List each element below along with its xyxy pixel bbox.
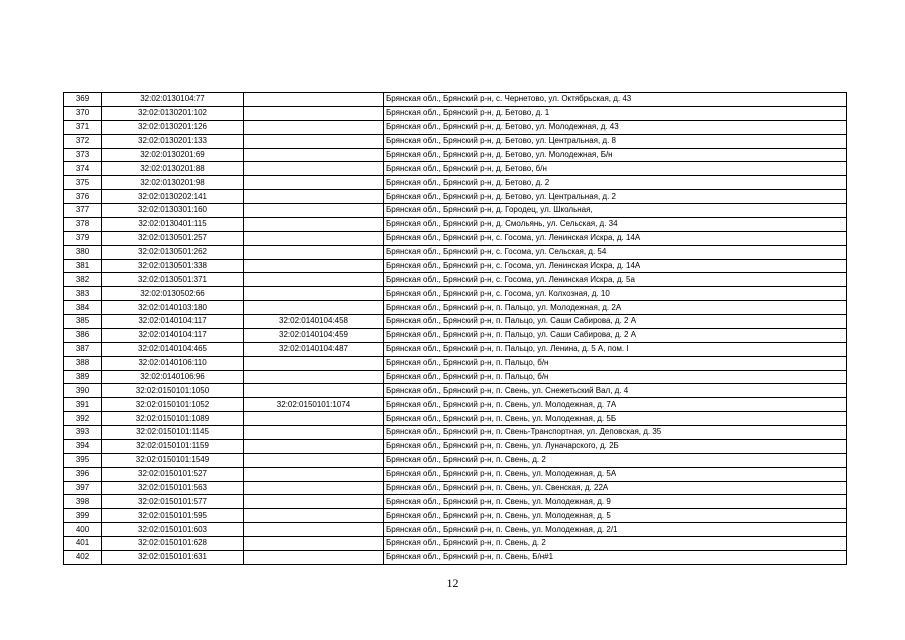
address-cell: Брянская обл., Брянский р-н, п. Пальцо, ул. Молодежная, д. 2А — [384, 301, 847, 315]
row-number-cell: 371 — [64, 120, 102, 134]
related-cadastral-number-cell — [244, 495, 384, 509]
cadastral-number-cell: 32:02:0140106:96 — [102, 370, 244, 384]
row-number-cell: 396 — [64, 467, 102, 481]
table-row — [64, 370, 847, 384]
table-row — [64, 273, 847, 287]
cadastral-number-cell: 32:02:0130201:126 — [102, 120, 244, 134]
row-number-cell: 390 — [64, 384, 102, 398]
address-cell: Брянская обл., Брянский р-н, п. Свень, ул. Молодежная, д. 5А — [384, 467, 847, 481]
cadastral-number-cell: 32:02:0150101:631 — [102, 550, 244, 564]
cadastral-number-cell: 32:02:0150101:1159 — [102, 439, 244, 453]
related-cadastral-number-cell — [244, 384, 384, 398]
row-number-cell: 398 — [64, 495, 102, 509]
document-page — [63, 92, 846, 565]
table-row — [64, 439, 847, 453]
cadastral-number-cell: 32:02:0130201:98 — [102, 176, 244, 190]
row-number-cell: 395 — [64, 453, 102, 467]
related-cadastral-number-cell — [244, 467, 384, 481]
cadastral-number-cell: 32:02:0130501:257 — [102, 231, 244, 245]
address-cell: Брянская обл., Брянский р-н, д. Бетово, б/н — [384, 162, 847, 176]
address-cell: Брянская обл., Брянский р-н, п. Свень, д. 2 — [384, 453, 847, 467]
table-row — [64, 509, 847, 523]
address-cell: Брянская обл., Брянский р-н, п. Пальцо, ул. Ленина, д. 5 А, пом. I — [384, 342, 847, 356]
related-cadastral-number-cell — [244, 204, 384, 218]
table-row — [64, 190, 847, 204]
row-number-cell: 384 — [64, 301, 102, 315]
cadastral-number-cell: 32:02:0140104:117 — [102, 328, 244, 342]
cadastral-number-cell: 32:02:0150101:1145 — [102, 426, 244, 440]
property-registry-table — [63, 92, 847, 565]
table-row — [64, 106, 847, 120]
table-row — [64, 467, 847, 481]
related-cadastral-number-cell — [244, 134, 384, 148]
cadastral-number-cell: 32:02:0140106:110 — [102, 356, 244, 370]
table-row — [64, 550, 847, 564]
row-number-cell: 393 — [64, 426, 102, 440]
address-cell: Брянская обл., Брянский р-н, п. Свень, ул. Снежетьский Вал, д. 4 — [384, 384, 847, 398]
cadastral-number-cell: 32:02:0130201:133 — [102, 134, 244, 148]
row-number-cell: 388 — [64, 356, 102, 370]
address-cell: Брянская обл., Брянский р-н, п. Свень, д. 2 — [384, 537, 847, 551]
cadastral-number-cell: 32:02:0150101:577 — [102, 495, 244, 509]
address-cell: Брянская обл., Брянский р-н, с. Госома, ул. Ленинская Искра, д. 5а — [384, 273, 847, 287]
row-number-cell: 399 — [64, 509, 102, 523]
cadastral-number-cell: 32:02:0130501:262 — [102, 245, 244, 259]
table-row — [64, 328, 847, 342]
address-cell: Брянская обл., Брянский р-н, п. Свень, ул. Молодежная, д. 5Б — [384, 412, 847, 426]
row-number-cell: 378 — [64, 217, 102, 231]
related-cadastral-number-cell: 32:02:0150101:1074 — [244, 398, 384, 412]
related-cadastral-number-cell: 32:02:0140104:458 — [244, 315, 384, 329]
cadastral-number-cell: 32:02:0140104:465 — [102, 342, 244, 356]
related-cadastral-number-cell — [244, 426, 384, 440]
address-cell: Брянская обл., Брянский р-н, п. Свень, ул. Молодежная, д. 2/1 — [384, 523, 847, 537]
row-number-cell: 387 — [64, 342, 102, 356]
table-row — [64, 176, 847, 190]
row-number-cell: 369 — [64, 93, 102, 107]
related-cadastral-number-cell — [244, 439, 384, 453]
related-cadastral-number-cell — [244, 231, 384, 245]
cadastral-number-cell: 32:02:0130401:115 — [102, 217, 244, 231]
cadastral-number-cell: 32:02:0130201:88 — [102, 162, 244, 176]
registry-table-body — [64, 93, 847, 565]
cadastral-number-cell: 32:02:0150101:595 — [102, 509, 244, 523]
table-row — [64, 426, 847, 440]
address-cell: Брянская обл., Брянский р-н, п. Свень, ул. Молодежная, д. 5 — [384, 509, 847, 523]
table-row — [64, 453, 847, 467]
address-cell: Брянская обл., Брянский р-н, с. Госома, ул. Ленинская Искра, д. 14А — [384, 259, 847, 273]
table-row — [64, 412, 847, 426]
cadastral-number-cell: 32:02:0130104:77 — [102, 93, 244, 107]
row-number-cell: 386 — [64, 328, 102, 342]
table-row — [64, 301, 847, 315]
related-cadastral-number-cell: 32:02:0140104:487 — [244, 342, 384, 356]
row-number-cell: 385 — [64, 315, 102, 329]
related-cadastral-number-cell — [244, 148, 384, 162]
cadastral-number-cell: 32:02:0150101:603 — [102, 523, 244, 537]
cadastral-number-cell: 32:02:0140103:180 — [102, 301, 244, 315]
address-cell: Брянская обл., Брянский р-н, п. Свень, ул. Луначарского, д. 2Б — [384, 439, 847, 453]
address-cell: Брянская обл., Брянский р-н, д. Бетово, ул. Центральная, д. 8 — [384, 134, 847, 148]
address-cell: Брянская обл., Брянский р-н, с. Чернетово, ул. Октябрьская, д. 43 — [384, 93, 847, 107]
row-number-cell: 400 — [64, 523, 102, 537]
address-cell: Брянская обл., Брянский р-н, д. Бетово, ул. Молодежная, Б/н — [384, 148, 847, 162]
address-cell: Брянская обл., Брянский р-н, с. Госома, ул. Колхозная, д. 10 — [384, 287, 847, 301]
table-row — [64, 495, 847, 509]
address-cell: Брянская обл., Брянский р-н, п. Свень-Транспортная, ул. Деповская, д. 35 — [384, 426, 847, 440]
address-cell: Брянская обл., Брянский р-н, п. Свень, Б/н#1 — [384, 550, 847, 564]
row-number-cell: 370 — [64, 106, 102, 120]
address-cell: Брянская обл., Брянский р-н, с. Госома, ул. Сельская, д. 54 — [384, 245, 847, 259]
table-row — [64, 134, 847, 148]
address-cell: Брянская обл., Брянский р-н, с. Госома, ул. Ленинская Искра, д. 14А — [384, 231, 847, 245]
page-number: 12 — [446, 576, 459, 590]
address-cell: Брянская обл., Брянский р-н, д. Городец, ул. Школьная, — [384, 204, 847, 218]
row-number-cell: 383 — [64, 287, 102, 301]
related-cadastral-number-cell — [244, 370, 384, 384]
related-cadastral-number-cell — [244, 523, 384, 537]
row-number-cell: 401 — [64, 537, 102, 551]
table-row — [64, 259, 847, 273]
cadastral-number-cell: 32:02:0130201:69 — [102, 148, 244, 162]
address-cell: Брянская обл., Брянский р-н, д. Смольянь, ул. Сельская, д. 34 — [384, 217, 847, 231]
related-cadastral-number-cell — [244, 176, 384, 190]
table-row — [64, 537, 847, 551]
table-row — [64, 245, 847, 259]
related-cadastral-number-cell — [244, 273, 384, 287]
row-number-cell: 380 — [64, 245, 102, 259]
row-number-cell: 397 — [64, 481, 102, 495]
cadastral-number-cell: 32:02:0150101:527 — [102, 467, 244, 481]
table-row — [64, 93, 847, 107]
related-cadastral-number-cell — [244, 412, 384, 426]
related-cadastral-number-cell: 32:02:0140104:459 — [244, 328, 384, 342]
row-number-cell: 402 — [64, 550, 102, 564]
table-row — [64, 217, 847, 231]
related-cadastral-number-cell — [244, 356, 384, 370]
row-number-cell: 375 — [64, 176, 102, 190]
cadastral-number-cell: 32:02:0130301:160 — [102, 204, 244, 218]
address-cell: Брянская обл., Брянский р-н, п. Пальцо, ул. Саши Сабирова, д. 2 А — [384, 328, 847, 342]
cadastral-number-cell: 32:02:0150101:628 — [102, 537, 244, 551]
address-cell: Брянская обл., Брянский р-н, п. Свень, ул. Свенская, д. 22А — [384, 481, 847, 495]
related-cadastral-number-cell — [244, 509, 384, 523]
related-cadastral-number-cell — [244, 259, 384, 273]
row-number-cell: 381 — [64, 259, 102, 273]
cadastral-number-cell: 32:02:0130501:371 — [102, 273, 244, 287]
table-row — [64, 384, 847, 398]
table-row — [64, 315, 847, 329]
row-number-cell: 391 — [64, 398, 102, 412]
cadastral-number-cell: 32:02:0130201:102 — [102, 106, 244, 120]
table-row — [64, 148, 847, 162]
table-row — [64, 398, 847, 412]
related-cadastral-number-cell — [244, 550, 384, 564]
address-cell: Брянская обл., Брянский р-н, д. Бетово, д. 2 — [384, 176, 847, 190]
row-number-cell: 389 — [64, 370, 102, 384]
table-row — [64, 287, 847, 301]
cadastral-number-cell: 32:02:0130501:338 — [102, 259, 244, 273]
address-cell: Брянская обл., Брянский р-н, п. Свень, ул. Молодежная, д. 7А — [384, 398, 847, 412]
table-row — [64, 342, 847, 356]
address-cell: Брянская обл., Брянский р-н, п. Пальцо, б/н — [384, 370, 847, 384]
related-cadastral-number-cell — [244, 106, 384, 120]
row-number-cell: 373 — [64, 148, 102, 162]
related-cadastral-number-cell — [244, 120, 384, 134]
related-cadastral-number-cell — [244, 537, 384, 551]
related-cadastral-number-cell — [244, 162, 384, 176]
cadastral-number-cell: 32:02:0150101:1052 — [102, 398, 244, 412]
related-cadastral-number-cell — [244, 190, 384, 204]
table-row — [64, 523, 847, 537]
table-row — [64, 162, 847, 176]
row-number-cell: 374 — [64, 162, 102, 176]
row-number-cell: 379 — [64, 231, 102, 245]
row-number-cell: 372 — [64, 134, 102, 148]
address-cell: Брянская обл., Брянский р-н, д. Бетово, ул. Центральная, д. 2 — [384, 190, 847, 204]
cadastral-number-cell: 32:02:0130502:66 — [102, 287, 244, 301]
cadastral-number-cell: 32:02:0130202:141 — [102, 190, 244, 204]
address-cell: Брянская обл., Брянский р-н, п. Свень, ул. Молодежная, д. 9 — [384, 495, 847, 509]
table-row — [64, 204, 847, 218]
table-row — [64, 356, 847, 370]
related-cadastral-number-cell — [244, 453, 384, 467]
related-cadastral-number-cell — [244, 93, 384, 107]
table-row — [64, 231, 847, 245]
row-number-cell: 382 — [64, 273, 102, 287]
row-number-cell: 392 — [64, 412, 102, 426]
row-number-cell: 394 — [64, 439, 102, 453]
cadastral-number-cell: 32:02:0150101:1089 — [102, 412, 244, 426]
cadastral-number-cell: 32:02:0140104:117 — [102, 315, 244, 329]
table-row — [64, 481, 847, 495]
cadastral-number-cell: 32:02:0150101:1549 — [102, 453, 244, 467]
related-cadastral-number-cell — [244, 481, 384, 495]
table-row — [64, 120, 847, 134]
cadastral-number-cell: 32:02:0150101:563 — [102, 481, 244, 495]
row-number-cell: 377 — [64, 204, 102, 218]
related-cadastral-number-cell — [244, 301, 384, 315]
row-number-cell: 376 — [64, 190, 102, 204]
address-cell: Брянская обл., Брянский р-н, п. Пальцо, ул. Саши Сабирова, д. 2 А — [384, 315, 847, 329]
related-cadastral-number-cell — [244, 245, 384, 259]
address-cell: Брянская обл., Брянский р-н, д. Бетово, д. 1 — [384, 106, 847, 120]
related-cadastral-number-cell — [244, 217, 384, 231]
cadastral-number-cell: 32:02:0150101:1050 — [102, 384, 244, 398]
related-cadastral-number-cell — [244, 287, 384, 301]
address-cell: Брянская обл., Брянский р-н, п. Пальцо, б/н — [384, 356, 847, 370]
address-cell: Брянская обл., Брянский р-н, д. Бетово, ул. Молодежная, д. 43 — [384, 120, 847, 134]
